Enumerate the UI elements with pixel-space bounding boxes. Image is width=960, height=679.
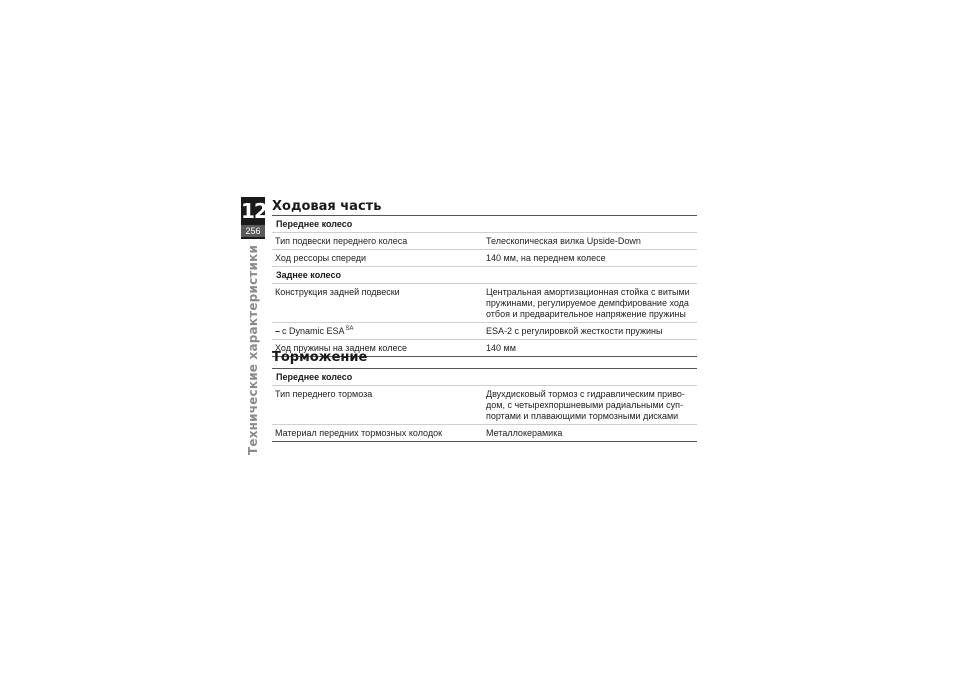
brakes-spec-table	[272, 368, 697, 442]
dash-bullet: –	[275, 326, 281, 336]
table-row	[272, 250, 697, 267]
option-superscript: SA	[345, 326, 354, 332]
row-value: ESA-2 с регулировкой жесткости пружины	[486, 326, 663, 336]
table-row	[272, 323, 697, 340]
row-value: Центральная амортизационная стойка с витыми пружинами, регулируемое демпфирование хода отбоя и предварительное напряжение пружины	[486, 287, 690, 319]
section-title-brakes: Торможение	[272, 350, 368, 365]
row-label: Материал передних тормозных колодок	[275, 428, 443, 438]
row-label: Тип подвески переднего колеса	[275, 236, 408, 246]
row-label: Тип переднего тормоза	[275, 389, 373, 399]
page-number: 256	[241, 225, 265, 237]
chapter-side-title: Технические характеристики	[246, 244, 260, 455]
chapter-tab	[241, 197, 265, 239]
row-label: Ход пружины на заднем колесе	[275, 343, 407, 353]
row-value: Телескопическая вилка Upside-Down	[486, 236, 641, 246]
row-value: 140 мм	[486, 343, 516, 353]
row-value: Металлокерамика	[486, 428, 563, 438]
row-label	[272, 323, 486, 339]
table-row	[272, 233, 697, 250]
row-value: Двухдисковый тормоз с гидравлическим приводом, с четырехпоршневыми радиальными суппортами и плавающими тормозными дисками	[486, 389, 685, 421]
chassis-spec-table	[272, 215, 697, 357]
row-label: Конструкция задней подвески	[275, 287, 400, 297]
chapter-number: 12	[241, 199, 267, 223]
table-row	[272, 386, 697, 425]
table-row	[272, 284, 697, 323]
table-row	[272, 425, 697, 442]
row-value: 140 мм, на переднем колесе	[486, 253, 606, 263]
group-header-front-wheel: Переднее колесо	[272, 216, 697, 233]
group-header-front-wheel: Переднее колесо	[272, 369, 697, 386]
group-header-rear-wheel: Заднее колесо	[272, 267, 697, 284]
row-label: Ход рессоры спереди	[275, 253, 367, 263]
row-label-text: с Dynamic ESA	[282, 326, 345, 336]
section-title-chassis: Ходовая часть	[272, 199, 382, 214]
